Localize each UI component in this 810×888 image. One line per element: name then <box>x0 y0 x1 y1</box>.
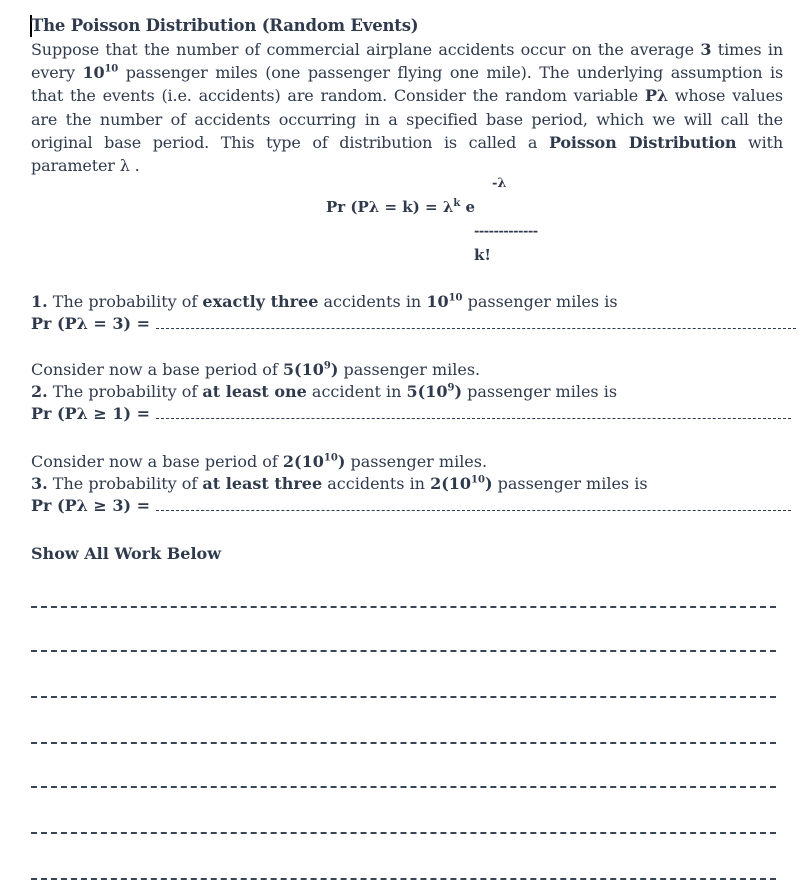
intro-text: passenger miles (one passenger flying one mile). The underlying assumption is that the events (i.e. accidents) are random. Consider the random variable <box>31 63 784 106</box>
work-line[interactable] <box>31 606 776 608</box>
intro-distribution-name: Poisson Distribution <box>548 132 737 152</box>
work-line[interactable] <box>31 786 776 788</box>
work-line[interactable] <box>31 878 776 880</box>
intro-base: $10^{10}$ <box>82 63 119 83</box>
work-line[interactable] <box>31 832 776 834</box>
question-2-answer: Pr (Pλ ≥ 1) = <box>31 403 791 425</box>
question-1 <box>31 291 796 335</box>
intro-variable: Pλ <box>644 86 668 106</box>
answer-blank-1[interactable] <box>156 314 796 329</box>
work-heading: Show All Work Below <box>31 544 221 563</box>
intro-text: with parameter λ . <box>31 132 783 176</box>
answer-blank-3[interactable] <box>156 496 791 511</box>
intro-text: whose values are the number of accidents occurring in a specified base period, which we will call the original base period. This type of distribution is called a <box>31 86 783 152</box>
formula-fraction-bar: ------------- <box>474 224 538 239</box>
question-2 <box>31 359 791 425</box>
intro-avg: 3 <box>700 40 712 59</box>
intro-paragraph <box>31 38 783 177</box>
question-3-context: Consider now a base period of $2(10^{10})$ passenger miles. <box>31 452 488 471</box>
question-2-text: 2. The probability of at least one accident in $5(10^9)$ passenger miles is <box>31 382 618 401</box>
intro-text: Suppose that the number of commercial airplane accidents occur on the average <box>31 40 701 59</box>
formula-numerator: Pr $(P\lambda = k) = \lambda^k$ e <box>326 198 476 216</box>
formula-denominator: k! <box>474 246 491 264</box>
question-2-context: Consider now a base period of $5(10^9)$ passenger miles. <box>31 360 481 379</box>
document-title: The Poisson Distribution (Random Events) <box>31 16 419 35</box>
question-3-answer: Pr (Pλ ≥ 3) = <box>31 495 791 517</box>
question-1-text: 1. The probability of exactly three accidents in $10^{10}$ passenger miles is <box>31 292 618 311</box>
question-3-text: 3. The probability of at least three accidents in $2(10^{10})$ passenger miles is <box>31 474 648 493</box>
work-line[interactable] <box>31 650 776 652</box>
work-line[interactable] <box>31 742 776 744</box>
formula-exponent: -λ <box>492 176 507 191</box>
work-line[interactable] <box>31 696 776 698</box>
question-1-answer: Pr (Pλ = 3) = <box>31 313 796 335</box>
answer-blank-2[interactable] <box>156 404 791 419</box>
question-3 <box>31 451 791 517</box>
document-body <box>31 14 783 177</box>
intro-text: times in every <box>31 40 783 83</box>
